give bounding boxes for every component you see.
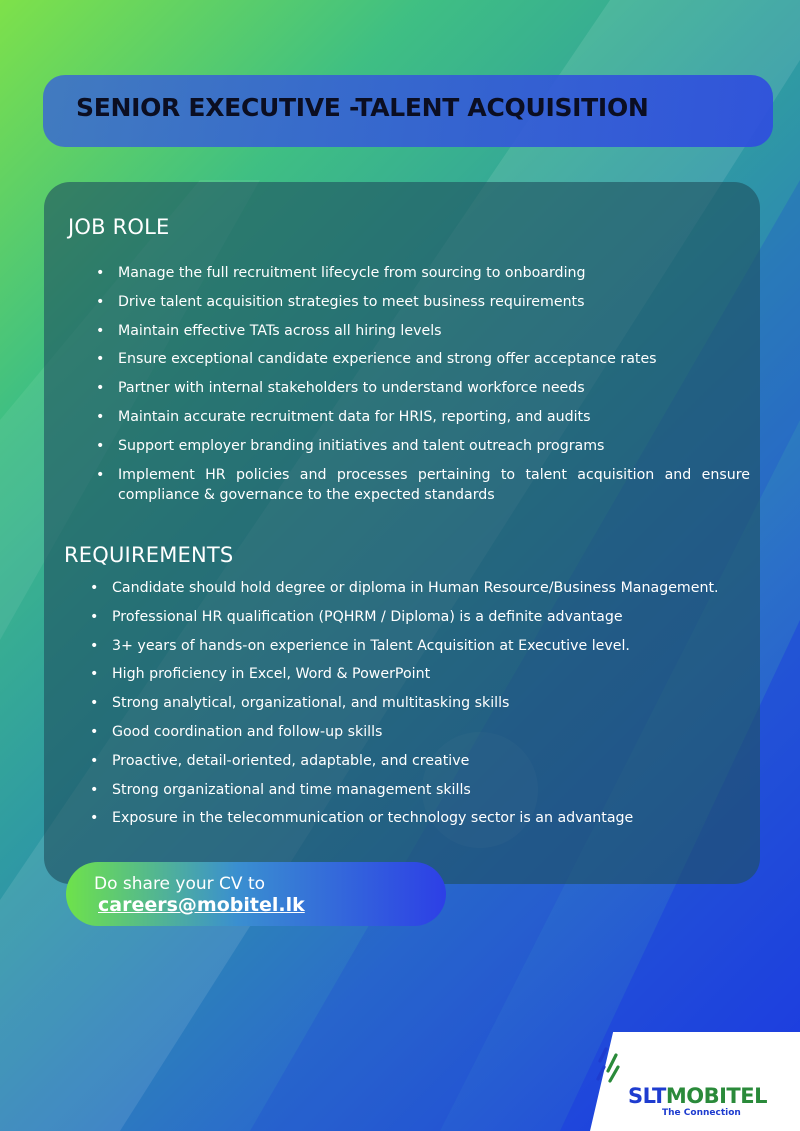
list-item: • Professional HR qualification (PQHRM / Diploma) is a definite advantage xyxy=(112,607,750,627)
slt-mobitel-logo-icon xyxy=(594,1045,634,1085)
list-item: • 3+ years of hands-on experience in Talent Acquisition at Executive level. xyxy=(112,636,750,656)
logo-wordmark xyxy=(628,1084,767,1108)
careers-email-link[interactable]: careers@mobitel.lk xyxy=(98,894,305,916)
list-item: • Maintain accurate recruitment data for HRIS, reporting, and audits xyxy=(118,407,750,427)
requirements-heading: REQUIREMENTS xyxy=(64,543,234,567)
page-title: SENIOR EXECUTIVE -TALENT ACQUISITION xyxy=(76,93,649,122)
requirements-list xyxy=(112,578,750,837)
list-item: • Good coordination and follow-up skills xyxy=(112,722,750,742)
list-item: • Implement HR policies and processes pertaining to talent acquisition and ensure compliance & governance to the expected standards xyxy=(118,465,750,505)
logo-wordmark-slt: SLT xyxy=(628,1084,666,1108)
list-item: • Candidate should hold degree or diploma in Human Resource/Business Management. xyxy=(112,578,750,598)
logo-tagline: The Connection xyxy=(662,1108,741,1118)
list-item: • Support employer branding initiatives and talent outreach programs xyxy=(118,436,750,456)
list-item: • Proactive, detail-oriented, adaptable, and creative xyxy=(112,751,750,771)
cv-callout-text: Do share your CV to xyxy=(94,874,266,894)
list-item: • Manage the full recruitment lifecycle from sourcing to onboarding xyxy=(118,263,750,283)
list-item: • Ensure exceptional candidate experience and strong offer acceptance rates xyxy=(118,349,750,369)
cv-callout xyxy=(66,862,446,926)
job-role-list xyxy=(118,263,750,513)
job-role-heading: JOB ROLE xyxy=(68,215,170,239)
list-item: • High proficiency in Excel, Word & PowerPoint xyxy=(112,664,750,684)
list-item: • Exposure in the telecommunication or technology sector is an advantage xyxy=(112,808,750,828)
list-item: • Strong organizational and time management skills xyxy=(112,780,750,800)
list-item: • Maintain effective TATs across all hiring levels xyxy=(118,321,750,341)
list-item: • Partner with internal stakeholders to understand workforce needs xyxy=(118,378,750,398)
list-item: • Drive talent acquisition strategies to meet business requirements xyxy=(118,292,750,312)
title-banner xyxy=(43,75,773,147)
logo-wordmark-mobitel: MOBITEL xyxy=(665,1084,767,1108)
list-item: • Strong analytical, organizational, and multitasking skills xyxy=(112,693,750,713)
